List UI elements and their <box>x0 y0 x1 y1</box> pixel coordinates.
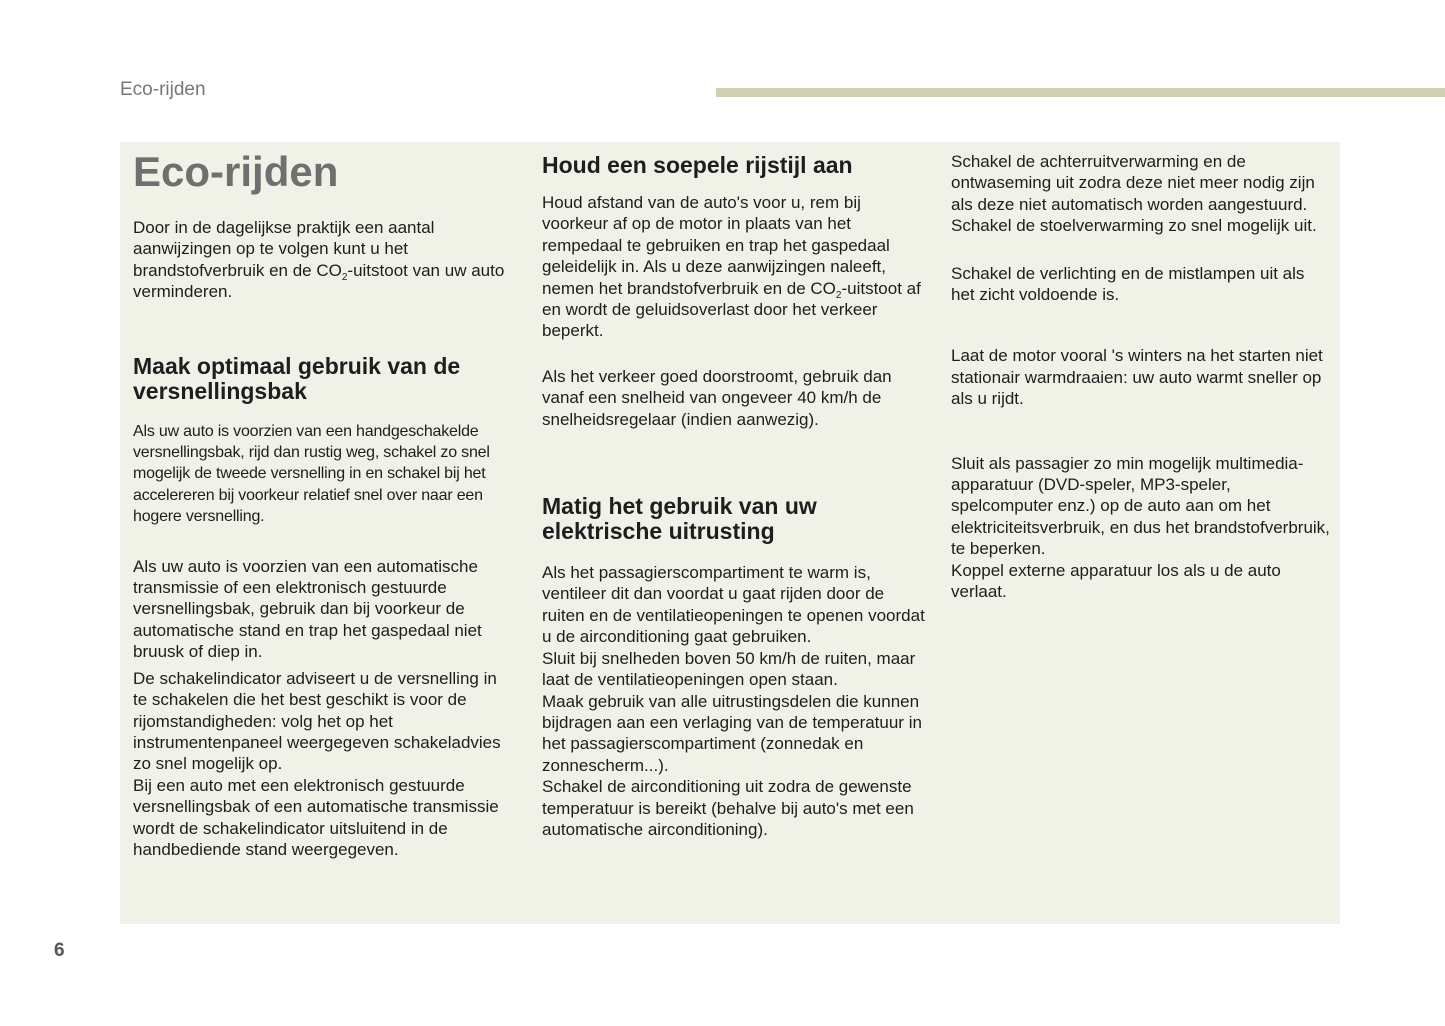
page-number: 6 <box>54 940 65 961</box>
paragraph-manual-gearbox: Als uw auto is voorzien van een handgeschakelde versnellingsbak, rijd dan rustig weg, schakel zo snel mogelijk de tweede versnelling in en schakel bij het accelereren bij voorkeur relatief snel over naar een hogere versnelling. <box>133 422 490 526</box>
paragraph-disconnect-devices: Koppel externe apparatuur los als u de auto verlaat. <box>951 560 1281 602</box>
heading-gearbox: Maak optimaal gebruik van de versnellingsbak <box>133 352 461 404</box>
intro-text-after: -uitstoot van uw auto verminderen. <box>133 260 505 302</box>
paragraph-close-windows: Sluit bij snelheden boven 50 km/h de ruiten, maar laat de ventilatieopeningen open staan. <box>542 648 916 690</box>
paragraph-ventilate: Als het passagierscompartiment te warm is, ventileer dit dan voordat u gaat rijden door de ruiten en de ventilatieopeningen te openen voordat u de airconditioning gaat gebruiken. <box>542 563 925 647</box>
paragraph-automatic-gearbox: Als uw auto is voorzien van een automatische transmissie of een elektronisch gestuurde versnellingsbak, gebruik dan bij voorkeur de automatische stand en trap het gaspedaal niet bruusk of diep in. <box>133 556 482 662</box>
smooth-text-before: Houd afstand van de auto's voor u, rem bij voorkeur af op de motor in plaats van het rempedaal te gebruiken en trap het gaspedaal geleidelijk in. Als u deze aanwijzingen naleeft, nemen het brandstofverbruik en de CO <box>542 193 890 298</box>
heading-electrical-equipment: Matig het gebruik van uw elektrische uitrusting <box>542 493 817 545</box>
paragraph-cruise-control: Als het verkeer goed doorstroomt, gebruik dan vanaf een snelheid van ongeveer 40 km/h de snelheidsregelaar (indien aanwezig). <box>542 366 892 429</box>
intro-text-before: Door in de dagelijkse praktijk een aantal aanwijzingen op te volgen kunt u het brandstofverbruik en de CO <box>133 218 435 280</box>
heading-smooth-driving: Houd een soepele rijstijl aan <box>542 152 853 178</box>
smooth-subscript: 2 <box>835 289 842 301</box>
paragraph-airco-off: Schakel de airconditioning uit zodra de gewenste temperatuur is bereikt (behalve bij auto's met een automatische airconditioning). <box>542 777 914 839</box>
header-accent-bar <box>716 88 1445 97</box>
intro-subscript: 2 <box>341 271 348 283</box>
paragraph-smooth-driving <box>542 192 927 342</box>
paragraph-shift-indicator-auto: Bij een auto met een elektronisch gestuurde versnellingsbak of een automatische transmissie wordt de schakelindicator uitsluitend in de handbediende stand weergegeven. <box>133 775 499 859</box>
column-middle <box>542 142 927 840</box>
paragraph-cooling-equipment: Maak gebruik van alle uitrustingsdelen die kunnen bijdragen aan een verlaging van de temperatuur in het passagierscompartiment (zonnedak en zonnescherm...). <box>542 691 922 775</box>
content-panel <box>120 142 1340 924</box>
paragraph-seat-heating: Schakel de stoelverwarming zo snel mogelijk uit. <box>951 216 1317 236</box>
smooth-text-after: -uitstoot af en wordt de geluidsoverlast door het verkeer beperkt. <box>542 278 921 341</box>
paragraph-multimedia: Sluit als passagier zo min mogelijk multimedia-apparatuur (DVD-speler, MP3-speler, spelcomputer enz.) op de auto aan om het elektriciteitsverbruik, en dus het brandstofverbruik, te beperken. <box>951 453 1330 559</box>
intro-paragraph <box>133 217 513 303</box>
paragraph-rear-window-heating: Schakel de achterruitverwarming en de ontwaseming uit zodra deze niet meer nodig zijn als deze niet automatisch worden aangestuurd. <box>951 152 1315 214</box>
page-title: Eco-rijden <box>133 148 339 195</box>
paragraph-shift-indicator: De schakelindicator adviseert u de versnelling in te schakelen die het best geschikt is voor de rijomstandigheden: volg het op het instrumentenpaneel weergegeven schakeladvies zo snel mogelijk op. <box>133 668 501 774</box>
column-right <box>951 142 1331 603</box>
paragraph-lights: Schakel de verlichting en de mistlampen uit als het zicht voldoende is. <box>951 263 1305 305</box>
header-section-label: Eco-rijden <box>120 79 206 100</box>
paragraph-engine-warmup: Laat de motor vooral 's winters na het starten niet stationair warmdraaien: uw auto warmt sneller op als u rijdt. <box>951 346 1323 409</box>
column-left <box>133 142 513 860</box>
